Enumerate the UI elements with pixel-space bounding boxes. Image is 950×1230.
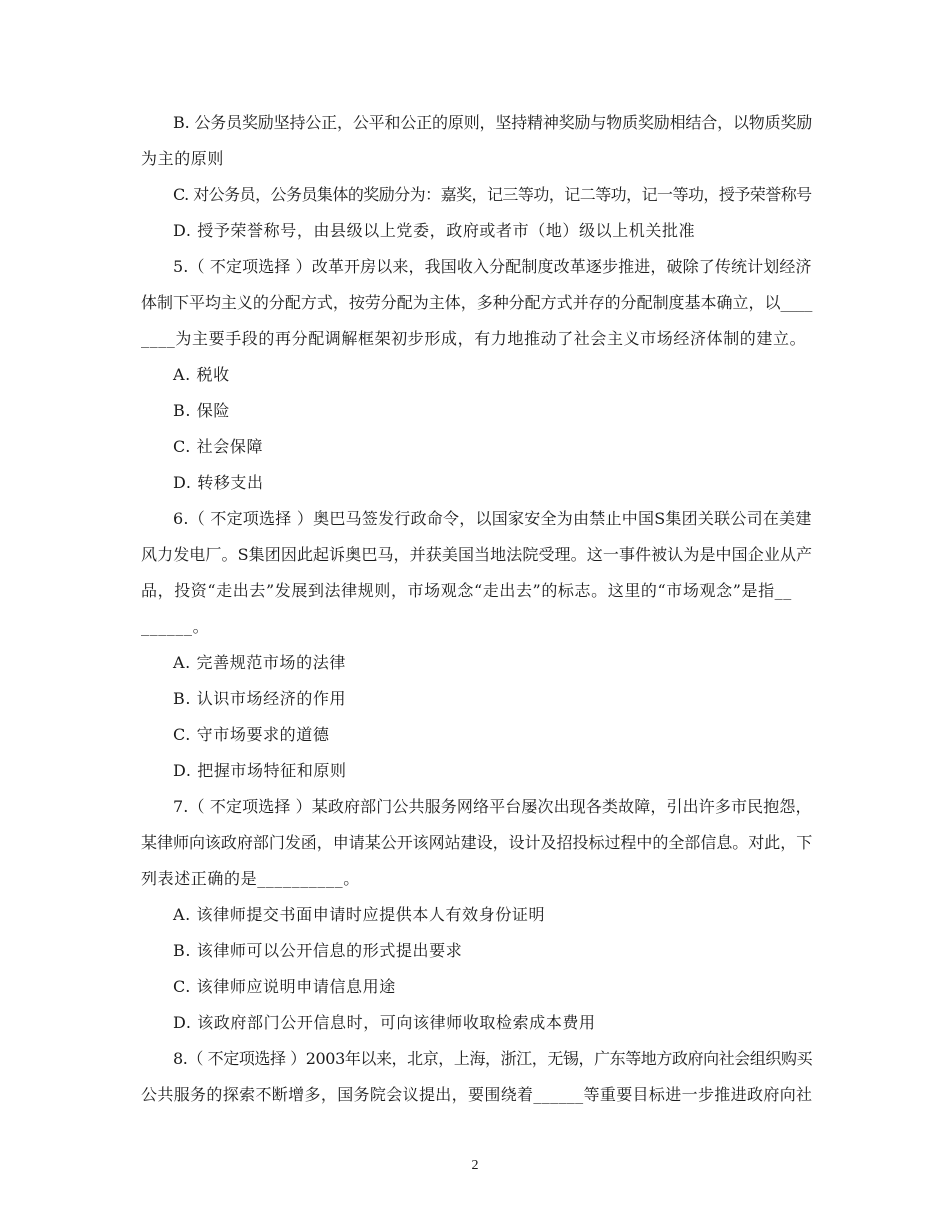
question-5-line-2: 体制下平均主义的分配方式，按劳分配为主体，多种分配方式并存的分配制度基本确立，以____ [141, 293, 813, 312]
question-7-line-3: 列表述正确的是__________。 [141, 869, 360, 888]
question-8-line-2: 公共服务的探索不断增多，国务院会议提出，要围绕着______等重要目标进一步推进政府向社 [141, 1085, 813, 1104]
question-5-option-b: B. 保险 [173, 401, 230, 420]
question-7-line-1: 7.（ 不定项选择 ）某政府部门公共服务网络平台屡次出现各类故障，引出许多市民抱怨， [173, 797, 812, 816]
question-7-option-c: C. 该律师应说明申请信息用途 [173, 977, 396, 996]
option-d-line: D. 授予荣誉称号，由县级以上党委，政府或者市（地）级以上机关批准 [173, 221, 696, 240]
question-6-option-a: A. 完善规范市场的法律 [173, 653, 346, 672]
question-5-option-d: D. 转移支出 [173, 473, 264, 492]
question-6-option-b: B. 认识市场经济的作用 [173, 689, 347, 708]
question-6-option-c: C. 守市场要求的道德 [173, 725, 330, 744]
question-7-option-a: A. 该律师提交书面申请时应提供本人有效身份证明 [173, 905, 546, 924]
question-7-option-d: D. 该政府部门公开信息时，可向该律师收取检索成本费用 [173, 1013, 596, 1032]
option-b-line-1: B. 公务员奖励坚持公正，公平和公正的原则，坚持精神奖励与物质奖励相结合，以物质奖励 [173, 113, 813, 132]
question-6-line-3: 品，投资“走出去”发展到法律规则，市场观念“走出去”的标志。这里的“市场观念”是指__ [141, 581, 792, 600]
question-6-line-4: ______。 [141, 617, 210, 636]
question-5-line-3: ____为主要手段的再分配调解框架初步形成，有力地推动了社会主义市场经济体制的建立。 [141, 329, 807, 348]
question-5-option-c: C. 社会保障 [173, 437, 264, 456]
question-8-line-1: 8.（ 不定项选择 ）2003年以来，北京，上海，浙江，无锡，广东等地方政府向社会组织购买 [173, 1049, 813, 1068]
question-7-option-b: B. 该律师可以公开信息的形式提出要求 [173, 941, 463, 960]
question-5-line-1: 5.（ 不定项选择 ）改革开房以来，我国收入分配制度改革逐步推进，破除了传统计划经济 [173, 257, 812, 276]
page-number: 2 [471, 1158, 479, 1173]
question-5-option-a: A. 税收 [173, 365, 230, 384]
question-7-line-2: 某律师向该政府部门发函，申请某公开该网站建设，设计及招投标过程中的全部信息。对此，下 [141, 833, 813, 852]
question-6-line-2: 风力发电厂。S集团因此起诉奥巴马，并获美国当地法院受理。这一事件被认为是中国企业从产 [141, 545, 813, 564]
question-6-option-d: D. 把握市场特征和原则 [173, 761, 347, 780]
question-6-line-1: 6.（ 不定项选择 ）奥巴马签发行政命令，以国家安全为由禁止中国S集团关联公司在美建 [173, 509, 812, 528]
option-b-line-2: 为主的原则 [141, 149, 225, 168]
option-c-line: C. 对公务员，公务员集体的奖励分为：嘉奖，记三等功，记二等功，记一等功，授予荣誉称号 [173, 185, 812, 204]
